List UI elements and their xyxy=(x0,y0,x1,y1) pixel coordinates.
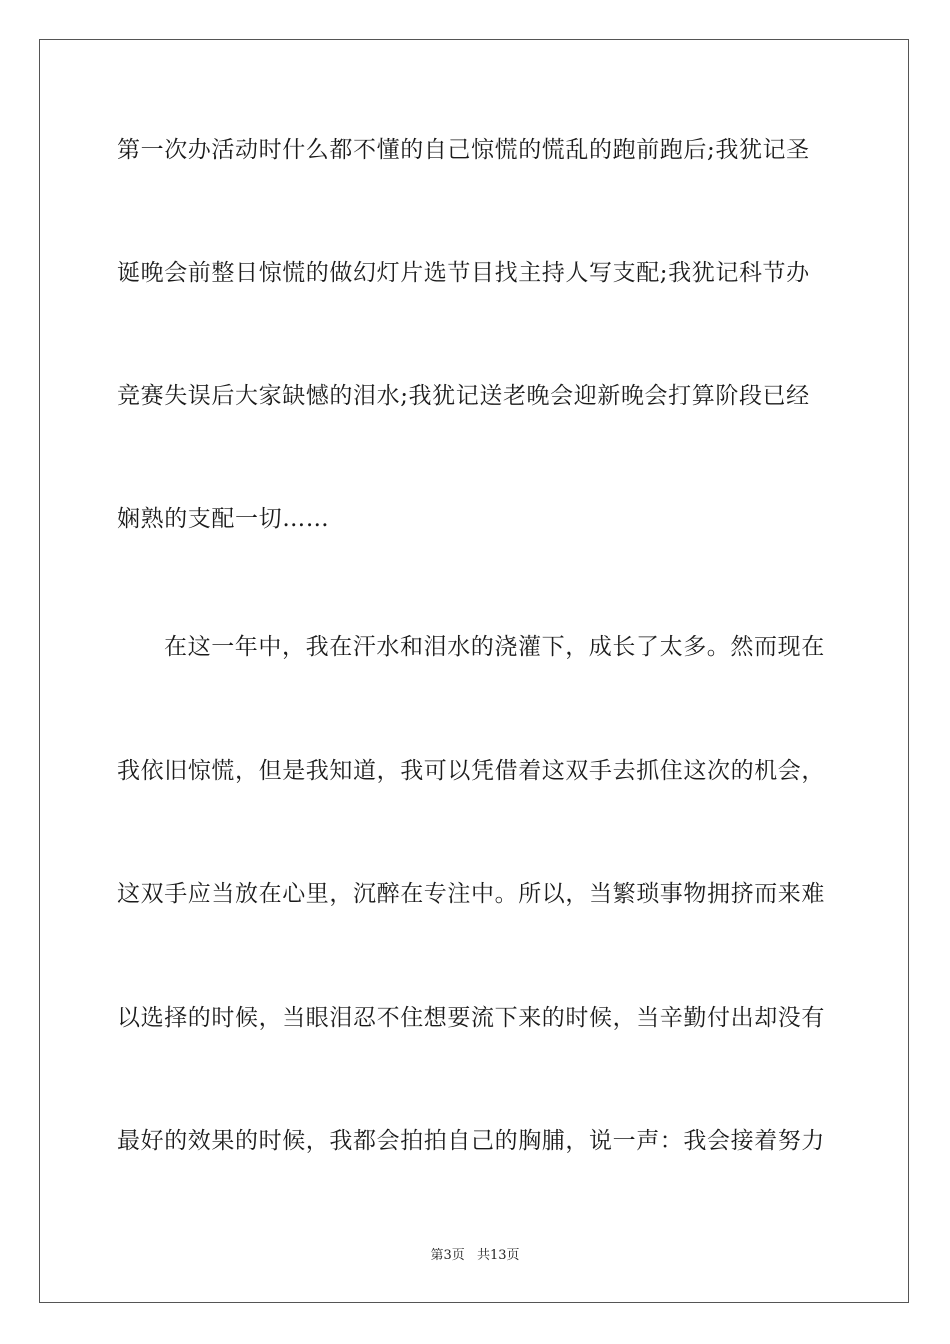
body-line-1: 第一次办活动时什么都不懂的自己惊慌的慌乱的跑前跑后;我犹记圣 xyxy=(117,137,810,163)
paragraph-2-line-2: 我依旧惊慌，但是我知道，我可以凭借着这双手去抓住这次的机会， xyxy=(117,758,825,784)
page-border xyxy=(39,39,909,1303)
body-line-2: 诞晚会前整日惊慌的做幻灯片选节目找主持人写支配;我犹记科节办 xyxy=(117,260,810,286)
paragraph-2-line-1: 在这一年中，我在汗水和泪水的浇灌下，成长了太多。然而现在 xyxy=(164,634,825,660)
page-number: 第3页 xyxy=(430,1248,465,1263)
page-total: 共13页 xyxy=(476,1248,520,1263)
page-footer xyxy=(0,1247,950,1265)
paragraph-2-line-3: 这双手应当放在心里，沉醉在专注中。所以，当繁琐事物拥挤而来难 xyxy=(117,881,825,907)
body-line-3: 竞赛失误后大家缺憾的泪水;我犹记送老晚会迎新晚会打算阶段已经 xyxy=(117,383,810,409)
paragraph-2-line-4: 以选择的时候，当眼泪忍不住想要流下来的时候，当辛勤付出却没有 xyxy=(117,1005,825,1031)
body-line-4: 娴熟的支配一切…… xyxy=(117,506,330,532)
paragraph-2-line-5: 最好的效果的时候，我都会拍拍自己的胸脯，说一声：我会接着努力 xyxy=(117,1128,825,1154)
